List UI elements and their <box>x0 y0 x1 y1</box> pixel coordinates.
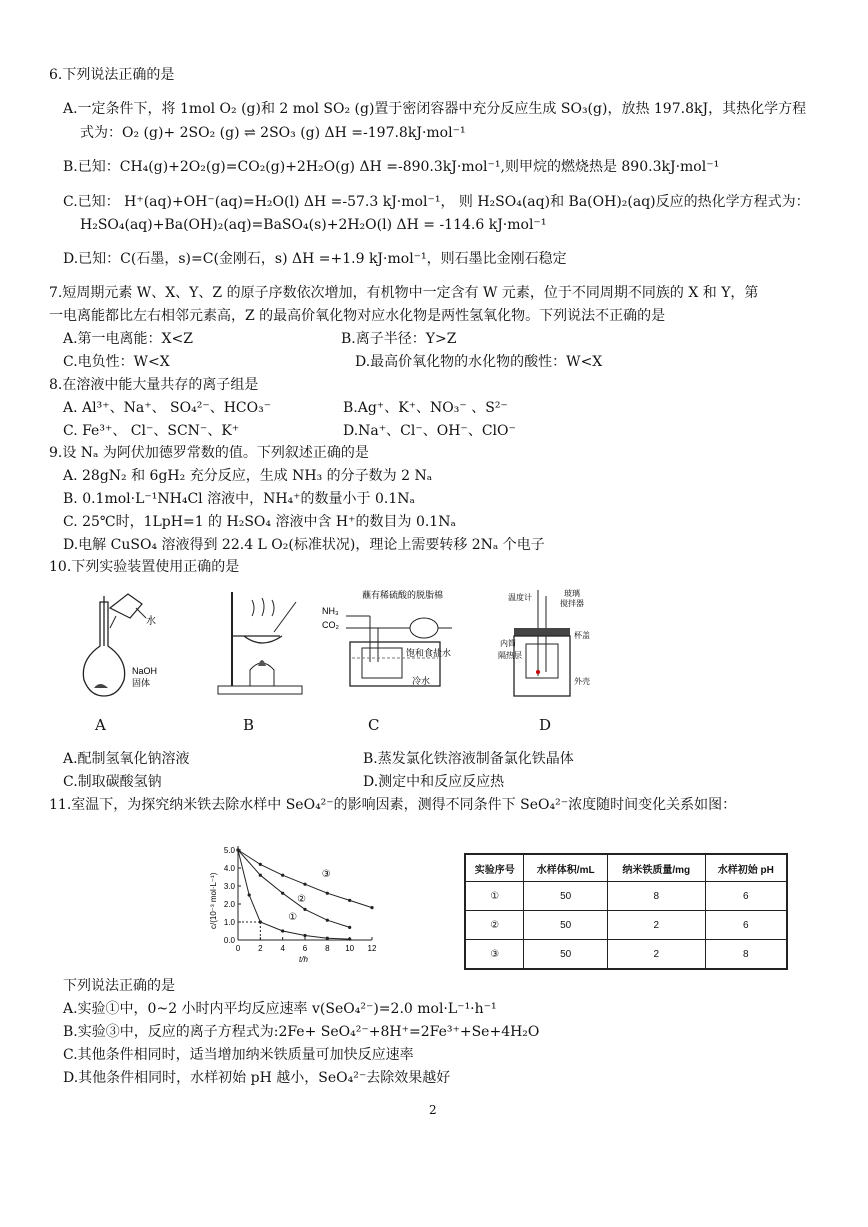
q6-option-c-line2: H₂SO₄(aq)+Ba(OH)₂(aq)=BaSO₄(s)+2H₂O(l) ΔH = -114.6 kJ·mol⁻¹ <box>80 217 547 233</box>
table-cell: 6 <box>705 911 787 940</box>
data-point <box>326 919 329 922</box>
data-point <box>259 874 262 877</box>
table-header-cell: 水样初始 pH <box>705 854 787 882</box>
figure-d-insulation-label: 隔热层 <box>498 651 522 660</box>
q9-option-c: C. 25℃时，1LpH=1 的 H₂SO₄ 溶液中含 H⁺的数目为 0.1Nₐ <box>63 514 456 530</box>
data-point <box>326 892 329 895</box>
table-cell: 8 <box>607 882 705 911</box>
q11-option-d: D.其他条件相同时，水样初始 pH 越小，SeO₄²⁻去除效果越好 <box>63 1070 451 1086</box>
figure-c-top-label: 蘸有稀硫酸的脱脂棉 <box>362 590 444 600</box>
q9-option-b: B. 0.1mol·L⁻¹NH₄Cl 溶液中，NH₄⁺的数量小于 0.1Nₐ <box>63 491 415 507</box>
table-header-cell: 实验序号 <box>465 854 524 882</box>
figure-a-flask <box>80 588 190 700</box>
q11-option-a: A.实验①中，0~2 小时内平均反应速率 v(SeO₄²⁻)=2.0 mol·L⁻¹·h⁻¹ <box>63 1001 497 1017</box>
x-tick-label: 6 <box>302 944 308 953</box>
q7-option-c: C.电负性：W<X <box>63 354 170 370</box>
x-axis-label: t/h <box>299 955 308 964</box>
q10-stem: 10.下列实验装置使用正确的是 <box>49 559 240 575</box>
y-tick-label: 3.0 <box>223 882 235 891</box>
q6-option-a-line1: A.一定条件下，将 1mol O₂ (g)和 2 mol SO₂ (g)置于密闭容器中充分反应生成 SO₃(g)，放热 197.8kJ，其热化学方程 <box>63 101 807 117</box>
q11-option-c: C.其他条件相同时，适当增加纳米铁质量可加快反应速率 <box>63 1047 414 1063</box>
q7-option-d: D.最高价氧化物的水化物的酸性：W<X <box>355 354 603 370</box>
y-tick-label: 5.0 <box>223 846 235 855</box>
data-point <box>281 874 284 877</box>
figure-label-c: C <box>368 716 380 734</box>
figure-c-nahco3-setup <box>320 586 460 698</box>
q7-stem-line2: 一电离能都比左右相邻元素高，Z 的最高价氧化物对应水化物是两性氢氧化物。下列说法不正确的是 <box>49 308 666 324</box>
x-tick-label: 2 <box>258 944 263 953</box>
series-label: ② <box>297 894 307 906</box>
data-point <box>326 937 329 940</box>
q6-option-b: B.已知：CH₄(g)+2O₂(g)=CO₂(g)+2H₂O(g) ΔH =-890.3kJ·mol⁻¹,则甲烷的燃烧热是 890.3kJ·mol⁻¹ <box>63 159 720 175</box>
data-point <box>348 938 351 941</box>
figure-c-nh3-label: NH₃ <box>322 606 339 616</box>
table-cell: 2 <box>607 911 705 940</box>
table-cell: 50 <box>524 911 608 940</box>
table-cell: ③ <box>465 940 524 970</box>
figure-label-b: B <box>243 716 255 734</box>
q6-option-a-line2: 式为：O₂ (g)+ 2SO₂ (g) ⇌ 2SO₃ (g) ΔH =-197.8kJ·mol⁻¹ <box>80 125 466 141</box>
q7-option-b: B.离子半径：Y>Z <box>341 331 457 347</box>
q10-option-c: C.制取碳酸氢钠 <box>63 774 162 790</box>
table-header-cell: 纳米铁质量/mg <box>607 854 705 882</box>
table-cell: 6 <box>705 882 787 911</box>
data-point <box>303 908 306 911</box>
figure-label-a: A <box>95 716 106 734</box>
figure-d-stirrer-label: 搅拌器 <box>560 599 584 608</box>
x-tick-label: 0 <box>235 944 241 953</box>
table-cell: ① <box>465 882 524 911</box>
data-point <box>259 920 262 923</box>
q8-option-a: A. Al³⁺、Na⁺、 SO₄²⁻、HCO₃⁻ <box>63 400 272 416</box>
q10-option-b: B.蒸发氯化铁溶液制备氯化铁晶体 <box>363 751 574 767</box>
data-point <box>281 892 284 895</box>
q6-option-c-line1: C.已知： H⁺(aq)+OH⁻(aq)=H₂O(l) ΔH =-57.3 kJ·mol⁻¹， 则 H₂SO₄(aq)和 Ba(OH)₂(aq)反应的热化学方程式为： <box>63 194 810 210</box>
table-cell: 50 <box>524 882 608 911</box>
data-point <box>348 899 351 902</box>
figure-d-glass-label: 玻璃 <box>564 589 580 598</box>
table-row <box>465 940 787 970</box>
q8-option-d: D.Na⁺、Cl⁻、OH⁻、ClO⁻ <box>343 423 516 439</box>
q9-option-a: A. 28gN₂ 和 6gH₂ 充分反应，生成 NH₃ 的分子数为 2 Nₐ <box>63 468 433 484</box>
q10-option-a: A.配制氢氧化钠溶液 <box>63 751 190 767</box>
data-point <box>303 883 306 886</box>
page-number: 2 <box>429 1103 437 1117</box>
table-row <box>465 882 787 911</box>
y-tick-label: 4.0 <box>223 864 235 873</box>
q8-option-c: C. Fe³⁺、 Cl⁻、SCN⁻、K⁺ <box>63 423 240 439</box>
figure-c-co2-label: CO₂ <box>322 620 339 630</box>
experiment-table <box>464 853 788 970</box>
y-tick-label: 1.0 <box>223 918 235 927</box>
figure-d-inner-label: 内筒 <box>500 639 516 648</box>
figure-c-brine-label: 饱和食盐水 <box>406 648 452 658</box>
x-tick-label: 4 <box>280 944 285 953</box>
q10-option-d: D.测定中和反应反应热 <box>363 774 505 790</box>
concentration-time-chart <box>200 840 385 966</box>
figure-a-solid-label: 固体 <box>132 678 151 688</box>
q9-option-d: D.电解 CuSO₄ 溶液得到 22.4 L O₂(标准状况)，理论上需要转移 2Nₐ 个电子 <box>63 537 545 553</box>
table-row <box>465 911 787 940</box>
table-header-cell: 水样体积/mL <box>524 854 608 882</box>
figure-a-naoh-label: NaOH <box>132 666 158 676</box>
table-header-row <box>465 854 787 882</box>
q6-option-d: D.已知：C(石墨，s)=C(金刚石，s) ΔH =+1.9 kJ·mol⁻¹，则石墨比金刚石稳定 <box>63 251 567 267</box>
figure-d-calorimeter <box>470 586 600 698</box>
figure-d-shell-label: 外壳 <box>574 677 590 686</box>
figure-d-thermometer-label: 温度计 <box>508 593 532 602</box>
table-cell: 2 <box>607 940 705 970</box>
q7-stem-line1: 7.短周期元素 W、X、Y、Z 的原子序数依次增加，有机物中一定含有 W 元素，位于不同周期不同族的 X 和 Y，第 <box>49 285 759 301</box>
data-point <box>303 934 306 937</box>
q11-sub-stem: 下列说法正确的是 <box>63 978 175 994</box>
q9-stem: 9.设 Nₐ 为阿伏加德罗常数的值。下列叙述正确的是 <box>49 445 369 461</box>
figure-label-d: D <box>539 716 552 734</box>
y-tick-label: 0.0 <box>223 936 235 945</box>
series-label: ① <box>288 912 298 924</box>
y-axis-label: c/(10⁻³ mol·L⁻¹) <box>209 872 218 929</box>
q8-option-b: B.Ag⁺、K⁺、NO₃⁻ 、S²⁻ <box>343 400 508 416</box>
x-tick-label: 12 <box>367 944 377 953</box>
figure-b-evaporation <box>210 586 310 700</box>
q11-option-b: B.实验③中，反应的离子方程式为:2Fe+ SeO₄²⁻+8H⁺=2Fe³⁺+Se+4H₂O <box>63 1024 540 1040</box>
x-tick-label: 8 <box>325 944 330 953</box>
series-label: ③ <box>321 869 331 880</box>
table-cell: 8 <box>705 940 787 970</box>
q6-stem: 6.下列说法正确的是 <box>49 67 175 83</box>
x-tick-label: 10 <box>345 944 355 953</box>
data-point <box>259 863 262 866</box>
figure-a-water-label: 水 <box>146 616 156 627</box>
data-point <box>370 906 373 909</box>
data-point <box>248 893 251 896</box>
y-tick-label: 2.0 <box>223 900 235 909</box>
table-cell: 50 <box>524 940 608 970</box>
q8-stem: 8.在溶液中能大量共存的离子组是 <box>49 377 259 393</box>
data-point <box>348 926 351 929</box>
figure-d-lid-label: 杯盖 <box>574 631 590 640</box>
data-point <box>281 929 284 932</box>
figure-c-coldwater-label: 冷水 <box>412 676 431 686</box>
q7-option-a: A.第一电离能：X<Z <box>63 331 193 347</box>
table-cell: ② <box>465 911 524 940</box>
q11-stem: 11.室温下，为探究纳米铁去除水样中 SeO₄²⁻的影响因素，测得不同条件下 SeO₄²⁻浓度随时间变化关系如图： <box>49 797 737 813</box>
data-point <box>236 848 239 851</box>
